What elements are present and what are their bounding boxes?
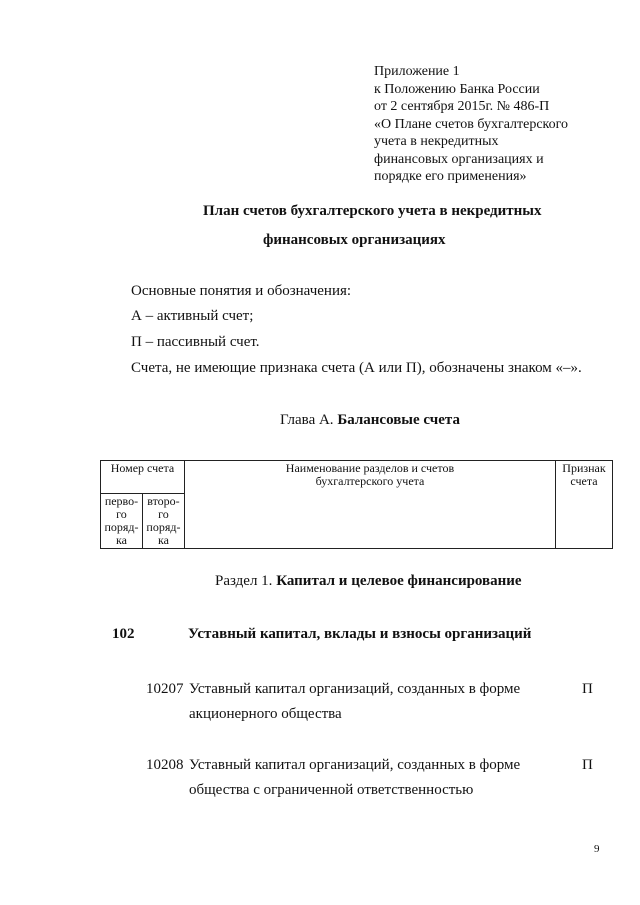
section-name-header-line: бухгалтерского учета <box>315 474 425 488</box>
passive-account-definition: П – пассивный счет. <box>131 334 260 350</box>
accounts-table-header <box>100 460 613 549</box>
account-sign-header-line: Признак <box>562 461 606 475</box>
account-10208-name-line-1: Уставный капитал организаций, созданных в форме <box>189 757 521 773</box>
appendix-line: от 2 сентября 2015г. № 486-П <box>374 99 550 114</box>
first-order-line: поряд- <box>104 520 139 534</box>
section-heading <box>215 573 522 590</box>
appendix-line: учета в некредитных <box>374 134 499 149</box>
second-order-line: поряд- <box>146 520 181 534</box>
account-102-name: Уставный капитал, вклады и взносы организаций <box>188 626 532 642</box>
first-order-line: го <box>116 507 127 521</box>
concepts-heading: Основные понятия и обозначения: <box>131 283 352 299</box>
second-order-line: второ- <box>147 494 180 508</box>
appendix-line: «О Плане счетов бухгалтерского <box>374 116 569 132</box>
first-order-line: ка <box>115 533 127 547</box>
account-number-header: Номер счета <box>101 461 185 494</box>
chapter-prefix: Глава А. <box>280 412 334 428</box>
active-account-definition: А – активный счет; <box>131 308 254 324</box>
first-order-header <box>101 494 143 549</box>
section-name-header <box>184 461 555 549</box>
section-name: Капитал и целевое финансирование <box>276 573 522 589</box>
account-10207-name-line-1: Уставный капитал организаций, созданных в форме <box>189 681 521 697</box>
account-sign-header-line: счета <box>570 474 598 488</box>
sign-note: Счета, не имеющие признака счета (А или П), обозначены знаком «–». <box>131 360 582 376</box>
appendix-line: Приложение 1 <box>374 64 460 79</box>
appendix-line: порядке его применения» <box>374 169 527 184</box>
account-10207-name-line-2: акционерного общества <box>189 706 342 722</box>
appendix-line: к Положению Банка России <box>374 81 540 97</box>
account-10208-number: 10208 <box>146 757 184 773</box>
section-name-header-line: Наименование разделов и счетов <box>285 461 455 475</box>
appendix-block <box>374 63 568 186</box>
chapter-heading <box>280 412 460 429</box>
page-number: 9 <box>594 843 600 855</box>
first-order-line: перво- <box>104 494 139 508</box>
account-10207-sign: П <box>582 681 593 697</box>
account-10208-name-line-2: общества с ограниченной ответственностью <box>189 782 474 798</box>
account-sign-header <box>556 461 613 549</box>
second-order-line: го <box>158 507 169 521</box>
document-title-line-1: План счетов бухгалтерского учета в некредитных <box>203 203 542 219</box>
account-102-number: 102 <box>112 626 135 642</box>
second-order-line: ка <box>157 533 169 547</box>
chapter-name: Балансовые счета <box>337 412 460 428</box>
second-order-header <box>142 494 184 549</box>
account-10207-number: 10207 <box>146 681 184 697</box>
document-title-line-2: финансовых организациях <box>263 232 446 248</box>
account-10208-sign: П <box>582 757 593 773</box>
section-prefix: Раздел 1. <box>215 573 273 589</box>
appendix-line: финансовых организациях и <box>374 151 544 167</box>
